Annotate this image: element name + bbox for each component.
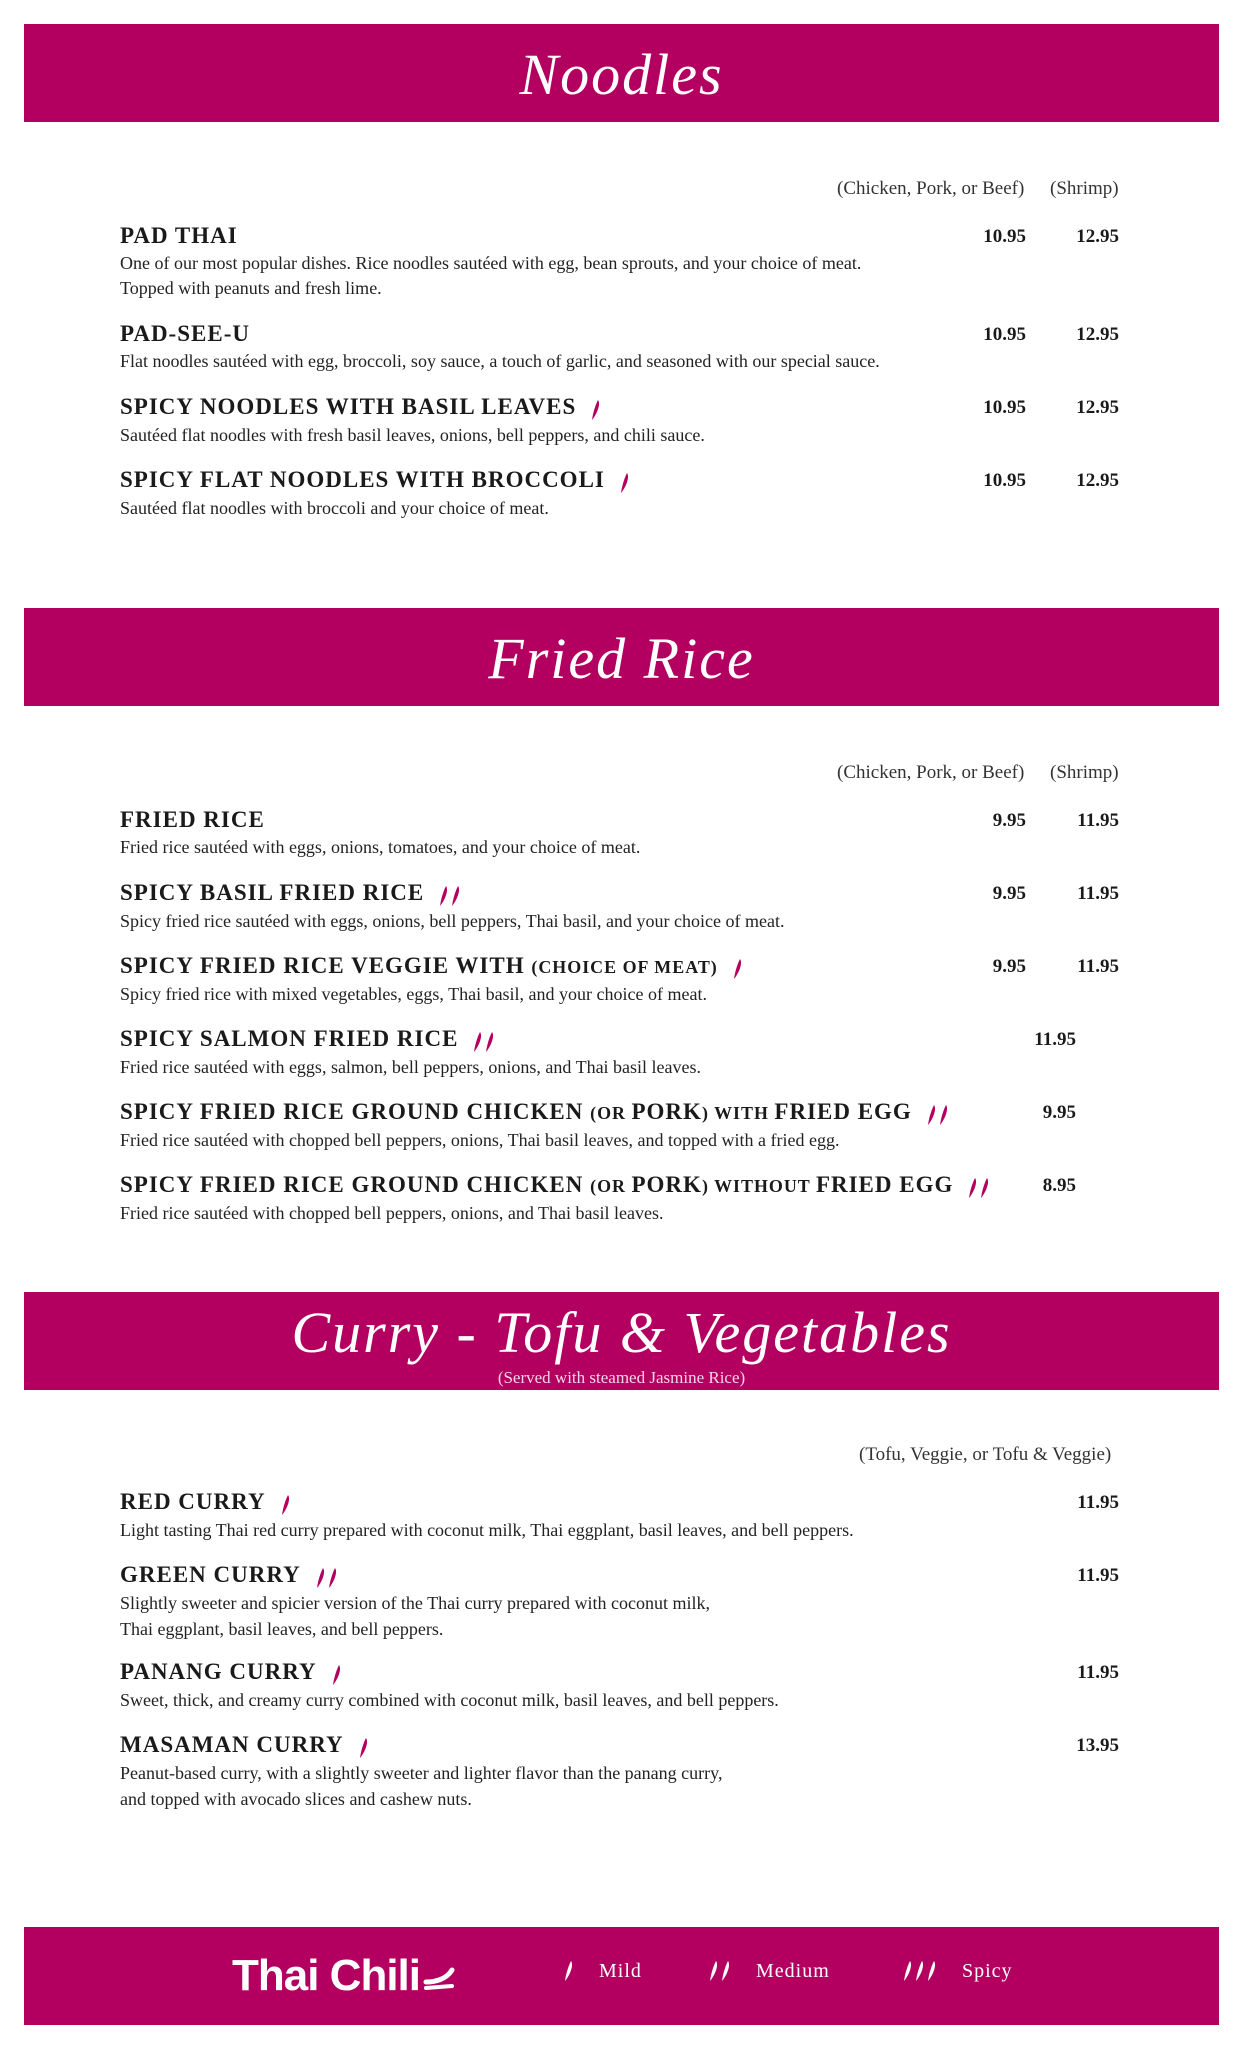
item-name-text: SPICY NOODLES WITH BASIL LEAVES (120, 394, 577, 419)
item-name-note: (CHOICE OF MEAT) (531, 957, 718, 977)
item-name-line (120, 1658, 1130, 1687)
item-name-part: SPICY FRIED RICE GROUND CHICKEN (120, 1172, 591, 1197)
menu-item (120, 1658, 1130, 1714)
description-line: Fried rice sautéed with eggs, onions, tomatoes, and your choice of meat. (120, 836, 641, 857)
item-name (120, 320, 250, 348)
pepper-medium-icon (704, 1959, 738, 1983)
menu-item (120, 879, 1130, 935)
item-name-part: FRIED EGG (815, 1172, 954, 1197)
menu-item (120, 952, 1130, 1008)
menu-item (120, 320, 1130, 374)
item-description (120, 1055, 1130, 1080)
legend-label-spicy: Spicy (962, 1959, 1013, 1982)
section-title-curry: Curry - Tofu & Vegetables (291, 1300, 952, 1365)
menu-item (120, 806, 1130, 860)
footer-bar (24, 1927, 1219, 2025)
item-description (120, 1518, 1130, 1543)
legend-label-medium: Medium (756, 1959, 830, 1982)
item-name-text: PANANG CURRY (120, 1659, 317, 1684)
menu-item (120, 222, 1130, 301)
price-meat: 10.95 (983, 470, 1026, 491)
section-title-noodles: Noodles (519, 42, 724, 107)
chili-pepper-icon (615, 471, 637, 495)
description-line: Sautéed flat noodles with broccoli and your choice of meat. (120, 498, 549, 519)
price: 11.95 (1077, 1492, 1119, 1513)
item-name (120, 879, 424, 907)
item-name-line (120, 1488, 1130, 1517)
description-line: Sautéed flat noodles with fresh basil leaves, onions, bell peppers, and chili sauce. (120, 425, 705, 446)
noodles-col-meat: (Chicken, Pork, or Beef) (837, 178, 1025, 199)
item-name (120, 1025, 458, 1053)
description-line: Fried rice sautéed with eggs, salmon, bell peppers, onions, and Thai basil leaves. (120, 1057, 702, 1078)
item-name (120, 1171, 953, 1199)
item-name-line (120, 222, 1130, 250)
menu-item (120, 393, 1130, 449)
item-name-line (120, 1098, 1130, 1127)
description-line: Flat noodles sautéed with egg, broccoli, soy sauce, a touch of garlic, and seasoned with our special sauce. (120, 350, 880, 371)
price-meat: 10.95 (983, 226, 1026, 247)
chili-pepper-icon (311, 1566, 345, 1590)
curry-subtitle: (Served with steamed Jasmine Rice) (497, 1368, 746, 1387)
description-line: Light tasting Thai red curry prepared with coconut milk, Thai eggplant, basil leaves, and bell peppers. (120, 1520, 854, 1541)
item-name (120, 1488, 266, 1516)
price-shrimp: 12.95 (1076, 226, 1119, 247)
item-name-text: FRIED RICE (120, 807, 265, 832)
item-description (120, 423, 1130, 448)
chili-pepper-icon (327, 1663, 349, 1687)
section-title-fried-rice: Fried Rice (488, 626, 755, 691)
item-name-line (120, 806, 1130, 834)
pepper-mild-icon (559, 1959, 581, 1983)
item-name-part: PORK (631, 1172, 702, 1197)
description-line: Fried rice sautéed with chopped bell peppers, onions, Thai basil leaves, and topped with a fried egg. (120, 1130, 840, 1151)
item-name (120, 952, 718, 980)
price-shrimp: 11.95 (1077, 883, 1119, 904)
item-description (120, 496, 1130, 521)
item-name-line (120, 393, 1130, 422)
price-shrimp: 12.95 (1076, 397, 1119, 418)
description-line: Spicy fried rice with mixed vegetables, eggs, Thai basil, and your choice of meat. (120, 984, 707, 1005)
price: 13.95 (1076, 1735, 1119, 1756)
item-name-part: (OR (590, 1176, 632, 1196)
item-name-part: ) WITH (701, 1103, 775, 1123)
item-description (120, 251, 1130, 301)
item-name-line (120, 879, 1130, 908)
description-line: Slightly sweeter and spicier version of the Thai curry prepared with coconut milk, (120, 1593, 711, 1614)
pepper-spicy-icon (898, 1959, 944, 1983)
price: 11.95 (1077, 1662, 1119, 1683)
item-name (120, 1658, 317, 1686)
item-description (120, 1761, 1130, 1811)
menu-item (120, 1025, 1130, 1081)
curry-col-options: (Tofu, Veggie, or Tofu & Veggie) (859, 1444, 1112, 1465)
item-description (120, 835, 1130, 860)
item-description (120, 349, 1130, 374)
price: 9.95 (1042, 1102, 1076, 1123)
item-name-part: (OR (590, 1103, 632, 1123)
item-name (120, 1561, 301, 1589)
menu-item (120, 466, 1130, 522)
price-shrimp: 11.95 (1077, 810, 1119, 831)
item-description (120, 1688, 1130, 1713)
description-line: Fried rice sautéed with chopped bell peppers, onions, and Thai basil leaves. (120, 1203, 664, 1224)
item-name-part: FRIED EGG (774, 1099, 912, 1124)
chili-pepper-icon (276, 1493, 298, 1517)
menu-item (120, 1561, 1130, 1642)
item-description (120, 1128, 1130, 1153)
item-description (120, 982, 1130, 1007)
item-name (120, 1098, 912, 1126)
item-name-line (120, 320, 1130, 348)
legend-medium (704, 1959, 830, 1983)
price-meat: 9.95 (992, 956, 1026, 977)
legend-mild (559, 1959, 642, 1983)
legend-spicy (898, 1959, 1013, 1983)
chili-pepper-icon (922, 1103, 956, 1127)
price: 11.95 (1077, 1565, 1119, 1586)
item-name-line (120, 952, 1130, 981)
fried-rice-banner (24, 608, 1219, 706)
item-name-text: MASAMAN CURRY (120, 1732, 344, 1757)
price: 11.95 (1034, 1029, 1076, 1050)
logo-chili-icon (422, 1960, 456, 1990)
curry-banner (24, 1292, 1219, 1390)
menu-item (120, 1488, 1130, 1544)
menu-item (120, 1098, 1130, 1154)
item-name-text: GREEN CURRY (120, 1562, 301, 1587)
price-meat: 9.95 (992, 810, 1026, 831)
menu-item (120, 1171, 1130, 1227)
description-line: One of our most popular dishes. Rice noodles sautéed with egg, bean sprouts, and your choice of meat. (120, 252, 862, 273)
description-line: Spicy fried rice sautéed with eggs, onions, bell peppers, Thai basil, and your choice of meat. (120, 911, 785, 932)
thai-chili-logo (232, 1951, 456, 2001)
item-name-text: SPICY BASIL FRIED RICE (120, 880, 425, 905)
description-line: Sweet, thick, and creamy curry combined with coconut milk, basil leaves, and bell peppers. (120, 1690, 779, 1711)
chili-pepper-icon (354, 1736, 376, 1760)
description-line: Peanut-based curry, with a slightly sweeter and lighter flavor than the panang curry, (120, 1763, 723, 1784)
item-name (120, 466, 605, 494)
price-shrimp: 11.95 (1077, 956, 1119, 977)
item-name-line (120, 1025, 1130, 1054)
description-line: Thai eggplant, basil leaves, and bell peppers. (120, 1618, 444, 1639)
item-description (120, 1201, 1130, 1226)
item-name (120, 806, 265, 834)
item-name (120, 1731, 344, 1759)
legend-label-mild: Mild (599, 1959, 642, 1982)
chili-pepper-icon (468, 1030, 502, 1054)
chili-pepper-icon (434, 884, 468, 908)
fried-rice-col-shrimp: (Shrimp) (1050, 762, 1119, 783)
price-meat: 10.95 (983, 324, 1026, 345)
fried-rice-col-meat: (Chicken, Pork, or Beef) (837, 762, 1025, 783)
chili-pepper-icon (728, 957, 750, 981)
item-name-text: RED CURRY (120, 1489, 266, 1514)
description-line: and topped with avocado slices and cashew nuts. (120, 1788, 472, 1809)
noodles-banner (24, 24, 1219, 122)
item-name-line (120, 1561, 1130, 1590)
item-description (120, 909, 1130, 934)
item-name-text: PAD THAI (120, 223, 238, 248)
price-meat: 9.95 (992, 883, 1026, 904)
item-name-part: SPICY FRIED RICE GROUND CHICKEN (120, 1099, 591, 1124)
item-name-line (120, 1731, 1130, 1760)
item-name-text: SPICY FRIED RICE VEGGIE WITH (120, 953, 525, 978)
menu-item (120, 1731, 1130, 1812)
chili-pepper-icon (963, 1176, 997, 1200)
price-shrimp: 12.95 (1076, 470, 1119, 491)
item-name-text: SPICY FLAT NOODLES WITH BROCCOLI (120, 467, 605, 492)
noodles-col-shrimp: (Shrimp) (1050, 178, 1119, 199)
item-name-part: ) WITHOUT (701, 1176, 816, 1196)
item-name-part: PORK (631, 1099, 702, 1124)
price-shrimp: 12.95 (1076, 324, 1119, 345)
item-name-line (120, 466, 1130, 495)
item-description (120, 1591, 1130, 1641)
item-name-line (120, 1171, 1130, 1200)
price-meat: 10.95 (983, 397, 1026, 418)
item-name (120, 393, 576, 421)
item-name (120, 222, 238, 250)
item-name-text: SPICY SALMON FRIED RICE (120, 1026, 459, 1051)
price: 8.95 (1042, 1175, 1076, 1196)
description-line: Topped with peanuts and fresh lime. (120, 277, 382, 298)
item-name-text: PAD-SEE-U (120, 321, 250, 346)
logo-text: Thai Chili (232, 1951, 420, 2000)
chili-pepper-icon (586, 398, 608, 422)
